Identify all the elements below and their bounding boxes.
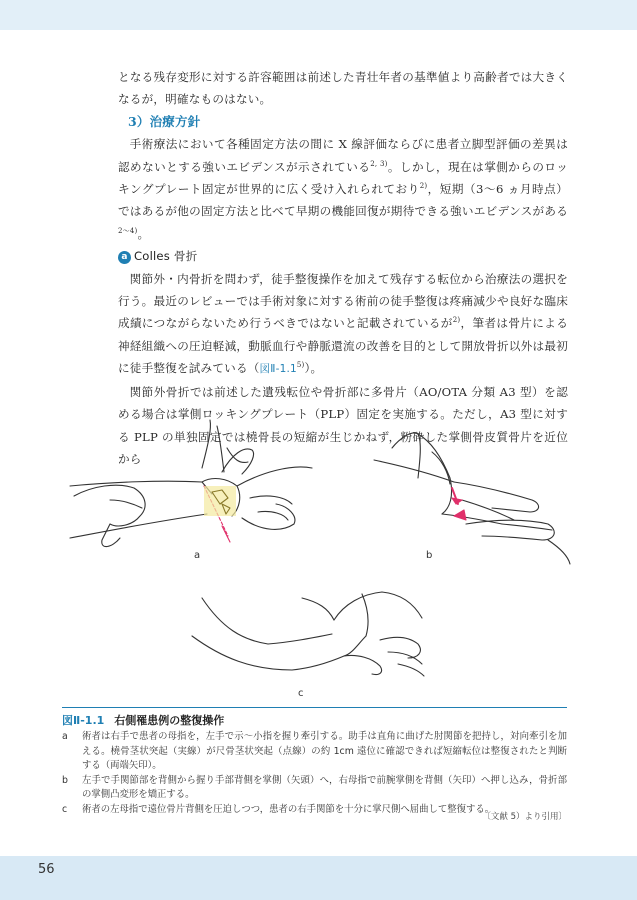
figure-reference[interactable]: 図Ⅱ-1.1	[259, 363, 297, 376]
paragraph-2: 手術療法において各種固定方法の間に X 線評価ならびに患者立脚型評価の差異は認めないとする強いエビデンスが示されている$^{2, 3)}$。しかし，現在は掌側からのロッキングプレート固定が世界的に広く受け入れられており$^{2)}$，短期（3〜6 ヵ月時点）ではあるが他の固定方法と比べて早期の機能回復が期待できる強いエビデンスがある$^{2〜4)}$。	[118, 137, 568, 241]
caption-item: b 左手で手関節部を背側から握り手部背側を掌側（矢頭）へ，右母指で前腕掌側を背側（矢印）へ押し込み，骨折部の掌側凸変形を矯正する。	[62, 774, 567, 800]
paragraph-4: 関節外骨折では前述した遺残転位や骨折部に多骨片（AO/OTA 分類 A3 型）を認める場合は掌側ロッキングプレート（PLP）固定を実施する。ただし，A3 型に対する PLP の単独固定では橈骨長の短縮が生じかねず，粉砕した掌側骨皮質骨片を近位から	[118, 384, 568, 466]
footer-band	[0, 856, 637, 900]
panel-label-a: a	[194, 550, 201, 561]
subsection-badge: a	[118, 251, 131, 264]
section-heading: 3）治療方針	[128, 113, 201, 129]
panel-label-b: b	[426, 550, 433, 561]
reduction-illustration	[62, 408, 572, 708]
figure-source: 〔文献 5）より引用〕	[482, 812, 567, 822]
caption-item: a 術者は右手で患者の母指を，左手で示〜小指を握り牽引する。助手は直角に曲げた肘関節を把持し，対向牽引を加える。橈骨茎状突起（実線）が尺骨茎状突起（点線）の約 1cm 遠位に確認できれば短縮転位は整復されたと判断する（両端矢印）。	[62, 731, 567, 771]
panel-b-drawing	[374, 433, 570, 564]
paragraph-3: 関節外・内骨折を問わず，徒手整復操作を加えて残存する転位から治療法の選択を行う。最近のレビューでは手術対象に対する術前の徒手整復は疼痛減少や良好な臨床成績につながらないため行うべきではないと記載されているが$^{2)}$，筆者は骨片による神経組織への圧迫軽減，動脈血行や静脈還流の改善を目的として開放骨折以外は最初に徒手整復を試みている（図Ⅱ-1.1$^{5)}$）。	[118, 271, 568, 376]
header-band	[0, 0, 637, 30]
panel-label-c: c	[298, 688, 304, 699]
page-number: 56	[38, 862, 55, 877]
caption-item: c 術者の左母指で遠位骨片背側を圧迫しつつ，患者の右手関節を十分に掌尺側へ屈曲して整復する。	[62, 803, 495, 815]
figure-illustration	[62, 408, 572, 708]
figure-caption-list	[62, 730, 567, 817]
subsection-heading: a Colles 骨折	[118, 245, 568, 267]
panel-c-drawing	[192, 592, 424, 676]
caption-rule	[62, 707, 567, 708]
figure-caption-title: 図Ⅱ-1.1 右側罹患例の整復操作	[62, 714, 225, 727]
paragraph-1: となる残存変形に対する許容範囲は前述した青壮年者の基準値より高齢者では大きくなるが，明確なものはない。	[118, 70, 568, 107]
panel-a-drawing	[70, 420, 312, 547]
